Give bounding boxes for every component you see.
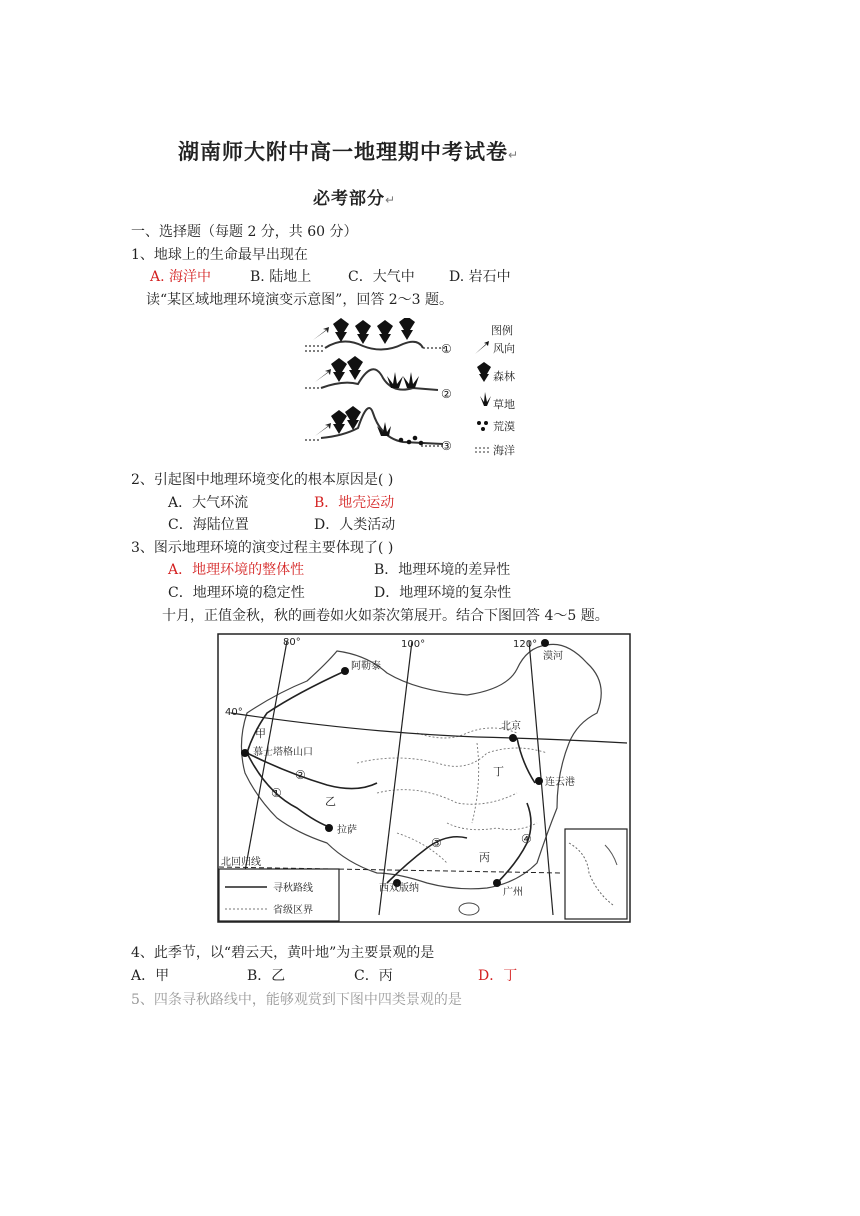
stage-number-2: ② (441, 387, 452, 401)
q3-option-c[interactable]: C．地理环境的稳定性 (168, 585, 305, 601)
south-china-sea-inset (565, 829, 627, 919)
question-1-stem: 1、地球上的生命最早出现在 (131, 247, 308, 263)
legend-boundary-label: 省级区界 (273, 905, 313, 916)
terrain-1 (325, 341, 423, 349)
desert-dot (419, 441, 424, 446)
place-guangzhou: 广州 (503, 887, 523, 898)
city-dot-lasa (325, 824, 333, 832)
place-kunlun-pass: 慕士塔格山口 (253, 747, 313, 758)
page-title-text: 湖南师大附中高一地理期中考试卷 (178, 140, 508, 164)
q5-text: 5、四条寻秋路线中，能够观赏到下图中四类景观的是 (131, 992, 462, 1008)
legend-ocean: 海洋 (493, 444, 515, 457)
legend-desert-dot (477, 421, 481, 425)
place-aletai: 阿勒泰 (351, 661, 381, 672)
lon-label-80: 80° (283, 637, 301, 648)
legend-desert-dot (481, 427, 485, 431)
q1-option-d[interactable]: D. 岩石中 (449, 269, 511, 285)
question-3-options-row1 (168, 559, 510, 579)
question-2-options-row1 (168, 492, 394, 512)
legend-wind-icon (475, 341, 489, 354)
route-label-3: ③ (431, 836, 442, 850)
q4-option-a[interactable]: A．甲 (131, 968, 170, 984)
wind-arrows (313, 327, 331, 436)
place-xishuangbanna: 西双版纳 (379, 883, 419, 894)
legend-route-label: 寻秋路线 (273, 883, 313, 894)
environment-evolution-svg (303, 318, 525, 458)
page-title (178, 136, 519, 166)
q1-option-c[interactable]: C．大气中 (348, 269, 415, 285)
legend-grass: 草地 (493, 398, 515, 411)
question-2-options-row2 (168, 514, 395, 534)
legend-grass-icon (480, 392, 491, 406)
legend-desert-dot (484, 421, 488, 425)
lat-label-40: 40° (225, 707, 243, 718)
q3-option-a[interactable]: A．地理环境的整体性 (168, 562, 305, 578)
question-2-stem: 2、引起图中地理环境变化的根本原因是( ) (131, 472, 394, 488)
city-dot-aletai (341, 667, 349, 675)
paragraph-mark-icon: ↵ (385, 193, 397, 207)
place-lasa: 拉萨 (337, 825, 357, 836)
tree-icon (331, 358, 347, 382)
question-3-stem: 3、图示地理环境的演变过程主要体现了( ) (131, 540, 394, 556)
wind-arrow-icon (313, 327, 329, 340)
legend-forest-icon (477, 362, 491, 382)
question-1-options (150, 266, 511, 286)
tree-icon (399, 318, 415, 340)
question-3-options-row2 (168, 582, 511, 602)
lon-label-120: 120° (513, 639, 538, 650)
grass-icon (377, 422, 391, 436)
question-5-stem (131, 989, 462, 1009)
page-subtitle (313, 184, 396, 209)
city-dot-lianyungang (535, 777, 543, 785)
wind-arrow-icon (315, 423, 331, 436)
desert-dot (413, 436, 418, 441)
q4-option-d[interactable]: D．丁 (478, 968, 518, 984)
place-yi: 乙 (325, 795, 336, 808)
legend-desert: 荒漠 (493, 420, 515, 433)
intro-4-5: 十月，正值金秋，秋的画卷如火如荼次第展开。结合下图回答 4～5 题。 (162, 608, 609, 624)
wind-arrow-icon (315, 369, 331, 382)
place-lianyungang: 连云港 (545, 777, 575, 788)
q2-option-b[interactable]: B．地壳运动 (314, 495, 395, 511)
route-label-2: ② (295, 768, 306, 782)
route-label-1: ① (271, 786, 282, 800)
q3-option-b[interactable]: B．地理环境的差异性 (374, 562, 511, 578)
question-4-options (131, 965, 517, 985)
tree-icon (333, 318, 349, 342)
grass-icon (403, 372, 419, 388)
china-map-svg (217, 633, 631, 923)
place-ding: 丁 (493, 765, 504, 778)
china-autumn-map (217, 633, 631, 923)
q3-option-d[interactable]: D．地理环境的复杂性 (374, 585, 512, 601)
place-jia: 甲 (255, 727, 266, 740)
page-subtitle-text: 必考部分 (313, 189, 385, 209)
place-beijing: 北京 (501, 721, 521, 732)
tree-icon (377, 320, 393, 344)
legend-wind: 风向 (493, 342, 515, 355)
tropic-label: 北回归线 (221, 857, 261, 868)
legend-forest: 森林 (493, 370, 515, 383)
city-dot-guangzhou (493, 879, 501, 887)
city-dot-kunlun (241, 749, 249, 757)
tree-icon (355, 320, 371, 344)
desert-dot (399, 438, 404, 443)
section-heading: 一、选择题（每题 2 分，共 60 分） (131, 224, 358, 240)
q1-option-a[interactable]: A. 海洋中 (150, 269, 212, 285)
place-mohe: 漠河 (543, 651, 563, 662)
desert-dot (407, 440, 412, 445)
legend-title: 图例 (491, 324, 513, 337)
q2-option-d[interactable]: D．人类活动 (314, 517, 396, 533)
environment-evolution-figure (303, 318, 525, 458)
lon-label-100: 100° (401, 639, 426, 650)
route-label-4: ④ (521, 832, 532, 846)
q4-option-b[interactable]: B．乙 (247, 968, 286, 984)
q2-option-c[interactable]: C．海陆位置 (168, 517, 249, 533)
tree-icon (347, 356, 363, 380)
q4-option-c[interactable]: C．丙 (354, 968, 393, 984)
stage-number-3: ③ (441, 439, 452, 453)
intro-2-3: 读“某区域地理环境演变示意图”，回答 2～3 题。 (146, 292, 454, 308)
city-dot-beijing (509, 734, 517, 742)
paragraph-mark-icon: ↵ (508, 148, 520, 162)
tree-icon (331, 410, 347, 434)
question-4-stem: 4、此季节，以“碧云天，黄叶地”为主要景观的是 (131, 945, 435, 961)
q2-option-a[interactable]: A．大气环流 (168, 495, 249, 511)
q1-option-b[interactable]: B. 陆地上 (250, 269, 312, 285)
city-dot-mohe (541, 639, 549, 647)
stage-number-1: ① (441, 342, 452, 356)
place-bing: 丙 (479, 851, 490, 864)
